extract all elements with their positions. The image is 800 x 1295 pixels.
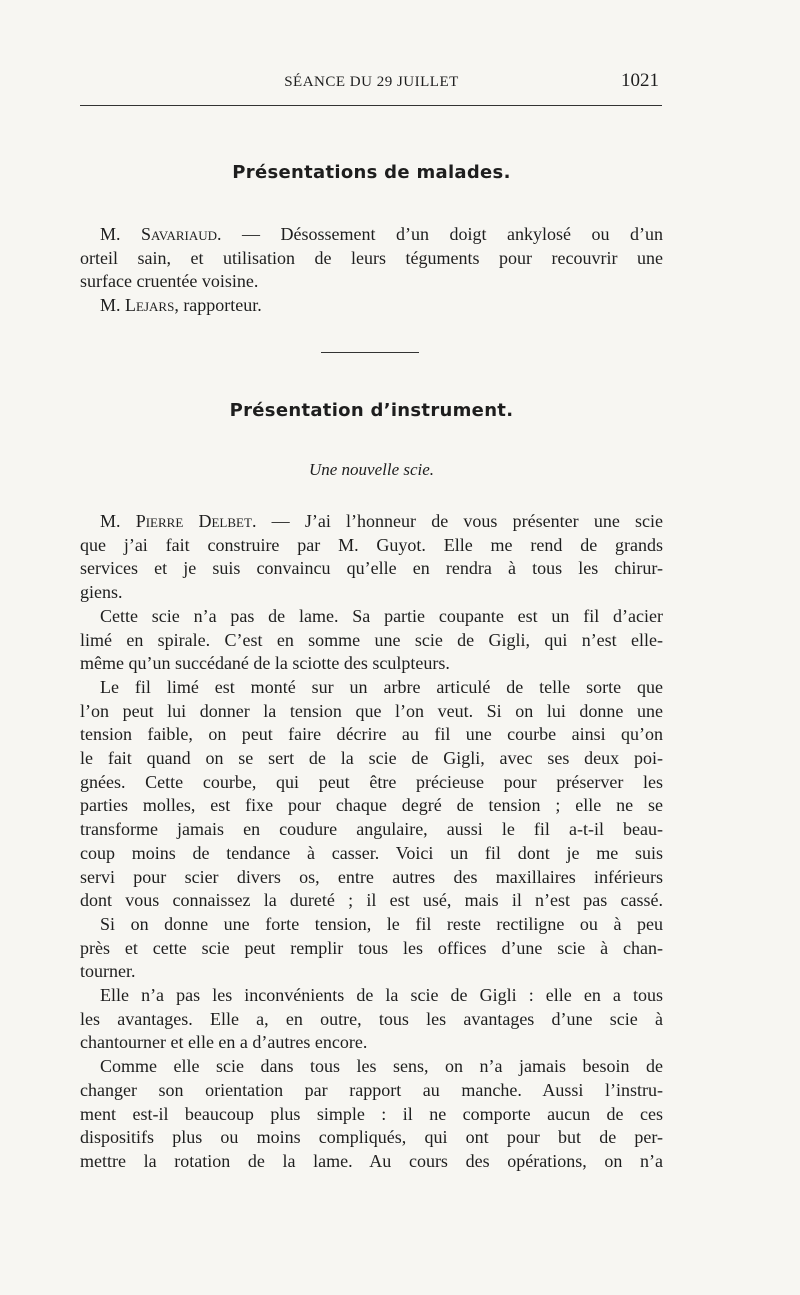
header-rule: [80, 105, 662, 106]
text-line-content: , rapporteur.: [174, 295, 262, 316]
name-prefix: M.: [100, 295, 126, 316]
text-line: coup moins de tendance à casser. Voici un fil dont je me suis: [80, 842, 663, 863]
text-line: le fait quand on se sert de la scie de Gigli, avec ses deux poi-: [80, 748, 663, 769]
text-line: Comme elle scie dans tous les sens, on n’a jamais besoin de: [100, 1056, 663, 1077]
author-name: Savariaud: [141, 224, 218, 244]
section-divider: [321, 352, 419, 353]
text-line: tension faible, on peut faire décrire au fil une courbe ainsi qu’on: [80, 724, 663, 745]
text-line: servi pour scier divers os, entre autres des maxillaires inférieurs: [80, 866, 663, 887]
author-name: Lejars: [125, 295, 175, 316]
text-line: que j’ai fait construire par M. Guyot. Elle me rend de grands: [80, 534, 663, 555]
page-number: 1021: [621, 70, 659, 91]
author-name: Pierre Delbet: [135, 511, 252, 531]
section-instrument-body: [80, 510, 663, 1174]
text-line: ment est-il beaucoup plus simple : il ne comporte aucun de ces: [80, 1103, 663, 1124]
paragraph-avantages: [80, 984, 663, 1055]
text-line: dispositifs plus ou moins compliqués, qui ont pour but de per-: [80, 1127, 663, 1148]
text-line: Si on donne une forte tension, le fil reste rectiligne ou à peu: [100, 913, 663, 934]
text-line: tourner.: [80, 961, 136, 982]
name-prefix: M.: [100, 511, 136, 531]
text-line: Elle n’a pas les inconvénients de la scie de Gigli : elle en a tous: [100, 985, 663, 1006]
text-line: orteil sain, et utilisation de leurs téguments pour recouvrir une: [80, 247, 663, 268]
text-line: parties molles, est fixe pour chaque degré de tension ; elle ne se: [80, 795, 663, 816]
text-line: changer son orientation par rapport au manche. Aussi l’instru-: [80, 1079, 663, 1100]
running-title: SÉANCE DU 29 JUILLET: [284, 74, 459, 90]
running-header: [80, 70, 663, 100]
text-line: giens.: [80, 582, 123, 603]
text-line: même qu’un succédané de la sciotte des sculpteurs.: [80, 653, 450, 674]
paragraph-lame: [80, 605, 663, 676]
text-line: [80, 223, 663, 247]
text-line: gnées. Cette courbe, qui peut être précieuse pour préserver les: [80, 771, 663, 792]
paragraph-tension: [80, 676, 663, 913]
text-line: l’on peut lui donner la tension que l’on veut. Si on lui donne une: [80, 700, 663, 721]
text-line-content: . — Désossement d’un doigt ankylosé ou d’un: [217, 224, 663, 244]
text-line: chantourner et elle en a d’autres encore.: [80, 1032, 368, 1053]
text-line: transforme jamais en coudure angulaire, aussi le fil a-t-il beau-: [80, 819, 663, 840]
section-malades-body: [80, 223, 663, 318]
text-line: mettre la rotation de la lame. Au cours des opérations, on n’a: [80, 1150, 663, 1171]
text-line: services et je suis convaincu qu’elle en rendra à tous les chirur-: [80, 558, 663, 579]
text-line: les avantages. Elle a, en outre, tous les avantages d’une scie à: [80, 1008, 663, 1029]
paragraph-forte-tension: [80, 913, 663, 984]
section-heading-instrument: Présentation d’instrument.: [229, 400, 514, 421]
text-line: Le fil limé est monté sur un arbre articulé de telle sorte que: [100, 676, 663, 697]
paragraph-delbet: [80, 510, 663, 605]
paragraph-orientation: [80, 1055, 663, 1174]
article-subtitle: Une nouvelle scie.: [308, 460, 435, 479]
section-heading-malades: Présentations de malades.: [232, 162, 511, 183]
text-line: [80, 510, 663, 534]
text-line: surface cruentée voisine.: [80, 271, 259, 292]
text-line: près et cette scie peut remplir tous les offices d’une scie à chan-: [80, 937, 663, 958]
text-line: [80, 294, 663, 318]
paragraph-savariaud: [80, 223, 663, 294]
paragraph-lejars: [80, 294, 663, 318]
text-line: limé en spirale. C’est en somme une scie de Gigli, qui n’est elle-: [80, 629, 663, 650]
text-line-content: . — J’ai l’honneur de vous présenter une scie: [251, 511, 663, 531]
text-line: Cette scie n’a pas de lame. Sa partie coupante est un fil d’acier: [100, 605, 663, 626]
text-line: dont vous connaissez la dureté ; il est usé, mais il n’est pas cassé.: [80, 890, 663, 911]
name-prefix: M.: [100, 224, 142, 244]
